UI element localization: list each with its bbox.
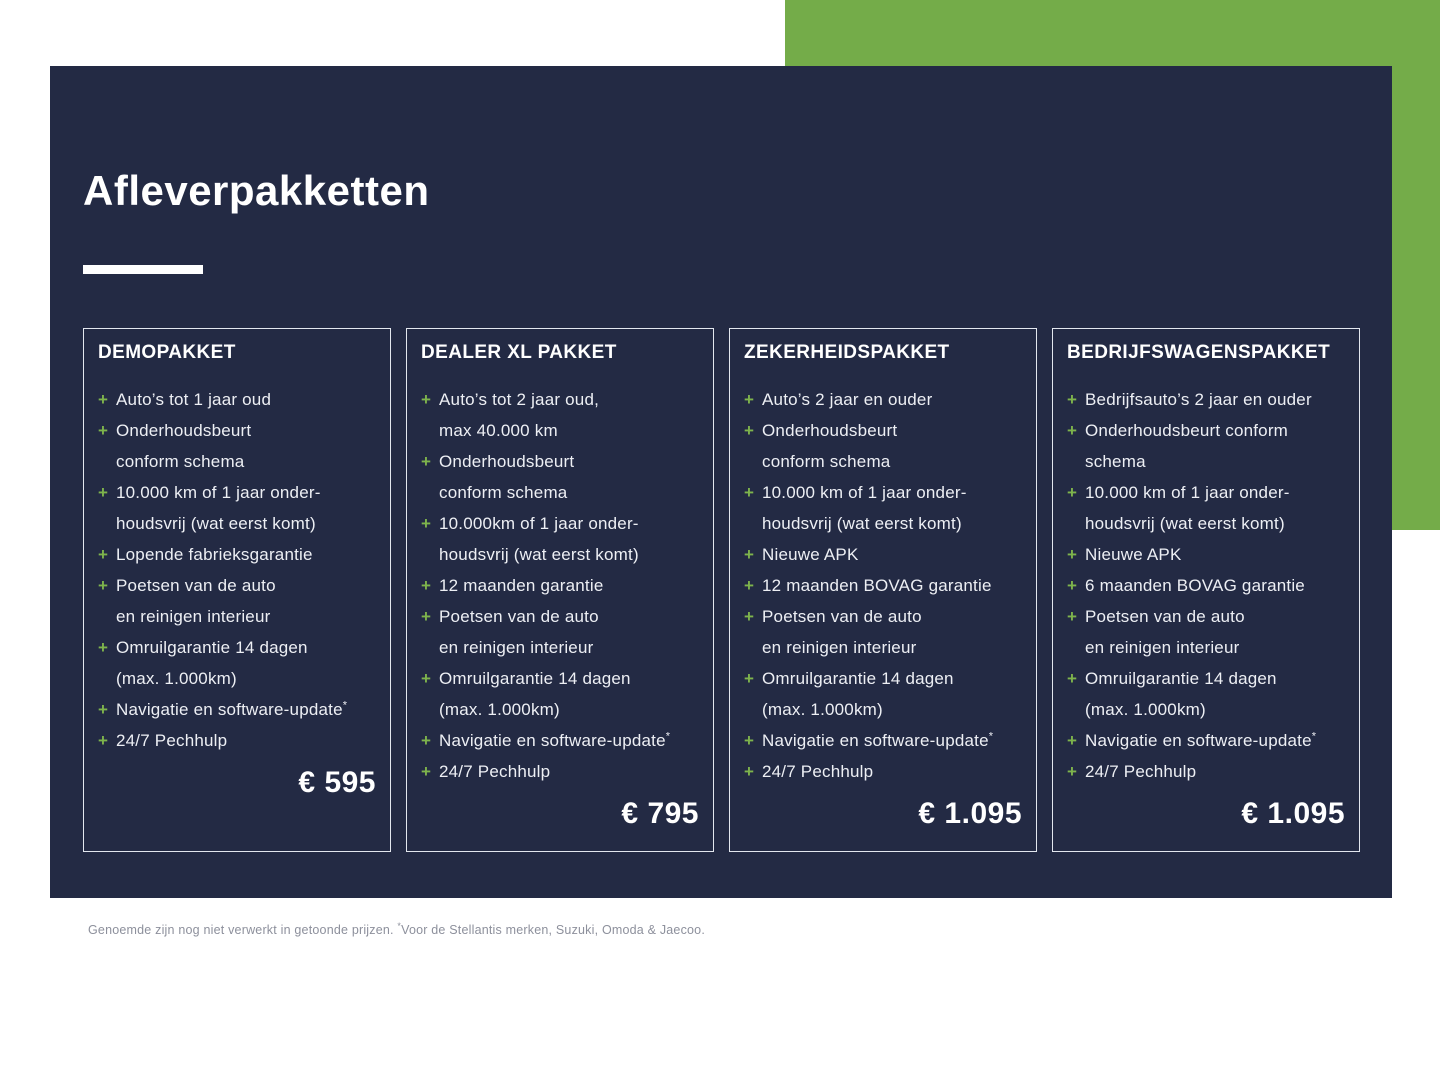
feature-line [116, 663, 376, 694]
feature-line-text: Lopende fabrieksgarantie [116, 544, 313, 564]
feature-line [439, 725, 699, 756]
feature-line [116, 539, 376, 570]
feature-line [1085, 446, 1345, 477]
feature-line [116, 725, 376, 756]
feature-item [1067, 663, 1345, 725]
footnote-marker: * [665, 730, 671, 743]
plus-icon: + [1067, 606, 1077, 626]
feature-line [762, 632, 1022, 663]
feature-item [98, 477, 376, 539]
feature-item [98, 539, 376, 570]
feature-line-text: Omruilgarantie 14 dagen [439, 668, 631, 688]
feature-line [1085, 477, 1345, 508]
feature-line [439, 415, 699, 446]
feature-line [762, 725, 1022, 756]
feature-line-text: Auto’s 2 jaar en ouder [762, 389, 933, 409]
feature-line-text: 24/7 Pechhulp [762, 761, 874, 781]
feature-line-text: Onderhoudsbeurt conform [1085, 420, 1289, 440]
plus-icon: + [421, 575, 431, 595]
feature-line-text: Omruilgarantie 14 dagen [116, 637, 308, 657]
feature-line-text: houdsvrij (wat eerst komt) [116, 513, 316, 533]
feature-line [439, 663, 699, 694]
feature-line [116, 384, 376, 415]
feature-item [98, 632, 376, 694]
feature-item [1067, 415, 1345, 477]
plus-icon: + [744, 389, 754, 409]
feature-line [116, 508, 376, 539]
feature-item [1067, 570, 1345, 601]
page-title: Afleverpakketten [83, 167, 430, 214]
feature-line-text: 10.000 km of 1 jaar onder- [762, 482, 967, 502]
footnote-marker: * [1311, 730, 1317, 743]
package-card [729, 328, 1037, 852]
feature-line [1085, 632, 1345, 663]
feature-line [439, 694, 699, 725]
feature-line-text: Auto’s tot 2 jaar oud, [439, 389, 600, 409]
footnote-marker: * [342, 699, 348, 712]
feature-line [762, 601, 1022, 632]
plus-icon: + [1067, 668, 1077, 688]
plus-icon: + [98, 389, 108, 409]
plus-icon: + [421, 730, 431, 750]
feature-line [1085, 663, 1345, 694]
feature-line-text: 10.000 km of 1 jaar onder- [1085, 482, 1290, 502]
footnote-text: Genoemde zijn nog niet verwerkt in getoonde prijzen. [88, 923, 398, 937]
feature-line [116, 632, 376, 663]
feature-line [762, 415, 1022, 446]
footnote-marker: * [988, 730, 994, 743]
feature-item [744, 477, 1022, 539]
plus-icon: + [98, 482, 108, 502]
feature-line-text: 24/7 Pechhulp [116, 730, 228, 750]
plus-icon: + [744, 482, 754, 502]
feature-line-text: Nieuwe APK [762, 544, 859, 564]
feature-line-text: 6 maanden BOVAG garantie [1085, 575, 1305, 595]
feature-line [762, 663, 1022, 694]
package-title: DEMOPAKKET [98, 342, 236, 363]
feature-line [762, 477, 1022, 508]
feature-line [762, 756, 1022, 787]
feature-line-text: 10.000 km of 1 jaar onder- [116, 482, 321, 502]
plus-icon: + [421, 389, 431, 409]
feature-line-text: 12 maanden BOVAG garantie [762, 575, 992, 595]
feature-line-text: Omruilgarantie 14 dagen [762, 668, 954, 688]
plus-icon: + [98, 637, 108, 657]
plus-icon: + [1067, 761, 1077, 781]
feature-line-text: conform schema [762, 451, 891, 471]
feature-line-text: Bedrijfsauto’s 2 jaar en ouder [1085, 389, 1312, 409]
package-card [83, 328, 391, 852]
feature-item [421, 508, 699, 570]
plus-icon: + [744, 606, 754, 626]
package-title: BEDRIJFSWAGENSPAKKET [1067, 342, 1331, 363]
feature-line-text: (max. 1.000km) [1085, 699, 1206, 719]
plus-icon: + [421, 513, 431, 533]
feature-line [1085, 725, 1345, 756]
feature-item [1067, 601, 1345, 663]
feature-item [1067, 725, 1345, 756]
package-title: DEALER XL PAKKET [421, 342, 617, 363]
plus-icon: + [98, 730, 108, 750]
feature-line-text: en reinigen interieur [1085, 637, 1240, 657]
feature-line-text: Poetsen van de auto [116, 575, 276, 595]
feature-line [439, 384, 699, 415]
feature-line [1085, 601, 1345, 632]
plus-icon: + [744, 420, 754, 440]
feature-item [98, 725, 376, 756]
feature-line [116, 570, 376, 601]
feature-line-text: Poetsen van de auto [439, 606, 599, 626]
title-underline [83, 265, 203, 274]
plus-icon: + [421, 761, 431, 781]
feature-item [98, 570, 376, 632]
feature-line-text: Navigatie en software-update [1085, 730, 1312, 750]
feature-item [421, 601, 699, 663]
plus-icon: + [98, 420, 108, 440]
feature-line-text: conform schema [116, 451, 245, 471]
package-card [406, 328, 714, 852]
feature-line-text: Onderhoudsbeurt [116, 420, 252, 440]
feature-line-text: en reinigen interieur [762, 637, 917, 657]
feature-line [762, 508, 1022, 539]
plus-icon: + [744, 761, 754, 781]
feature-line-text: Onderhoudsbeurt [762, 420, 898, 440]
feature-list [744, 384, 1022, 787]
plus-icon: + [1067, 575, 1077, 595]
feature-item [1067, 477, 1345, 539]
feature-item [1067, 756, 1345, 787]
feature-item [744, 415, 1022, 477]
content-panel [50, 66, 1392, 898]
plus-icon: + [744, 668, 754, 688]
feature-line [1085, 694, 1345, 725]
package-price: € 1.095 [1241, 796, 1345, 830]
feature-item [744, 601, 1022, 663]
plus-icon: + [744, 575, 754, 595]
feature-item [421, 570, 699, 601]
feature-item [744, 570, 1022, 601]
feature-line [762, 446, 1022, 477]
feature-line-text: (max. 1.000km) [439, 699, 560, 719]
feature-line [1085, 570, 1345, 601]
feature-line-text: houdsvrij (wat eerst komt) [1085, 513, 1285, 533]
feature-line-text: 24/7 Pechhulp [1085, 761, 1197, 781]
feature-line-text: Poetsen van de auto [762, 606, 922, 626]
plus-icon: + [744, 730, 754, 750]
feature-line [762, 570, 1022, 601]
plus-icon: + [1067, 482, 1077, 502]
feature-line [116, 446, 376, 477]
feature-item [744, 539, 1022, 570]
feature-list [98, 384, 376, 756]
feature-item [421, 384, 699, 446]
feature-line-text: en reinigen interieur [439, 637, 594, 657]
plus-icon: + [1067, 389, 1077, 409]
feature-item [98, 415, 376, 477]
feature-line [439, 477, 699, 508]
feature-item [421, 663, 699, 725]
package-card [1052, 328, 1360, 852]
feature-line-text: Navigatie en software-update [439, 730, 666, 750]
feature-line [1085, 384, 1345, 415]
feature-list [1067, 384, 1345, 787]
footnote [88, 920, 705, 937]
plus-icon: + [98, 575, 108, 595]
feature-item [98, 384, 376, 415]
feature-line [439, 601, 699, 632]
feature-item [421, 725, 699, 756]
feature-line-text: schema [1085, 451, 1146, 471]
feature-line-text: (max. 1.000km) [116, 668, 237, 688]
feature-line-text: Poetsen van de auto [1085, 606, 1245, 626]
package-price: € 595 [298, 765, 376, 799]
feature-line-text: houdsvrij (wat eerst komt) [762, 513, 962, 533]
feature-line-text: max 40.000 km [439, 420, 558, 440]
feature-line [439, 756, 699, 787]
feature-line [439, 632, 699, 663]
feature-line-text: Nieuwe APK [1085, 544, 1182, 564]
feature-line [116, 415, 376, 446]
feature-line [439, 508, 699, 539]
feature-item [1067, 539, 1345, 570]
feature-line [1085, 539, 1345, 570]
feature-line-text: houdsvrij (wat eerst komt) [439, 544, 639, 564]
feature-item [98, 694, 376, 725]
feature-item [421, 446, 699, 508]
feature-line [439, 539, 699, 570]
packages-row [83, 328, 1360, 852]
feature-item [421, 756, 699, 787]
feature-line-text: en reinigen interieur [116, 606, 271, 626]
plus-icon: + [98, 699, 108, 719]
feature-line-text: Navigatie en software-update [762, 730, 989, 750]
feature-line-text: 12 maanden garantie [439, 575, 604, 595]
feature-line [116, 601, 376, 632]
feature-list [421, 384, 699, 787]
feature-item [744, 725, 1022, 756]
feature-item [744, 756, 1022, 787]
plus-icon: + [421, 451, 431, 471]
plus-icon: + [421, 668, 431, 688]
feature-line-text: conform schema [439, 482, 568, 502]
feature-line [762, 384, 1022, 415]
package-price: € 795 [621, 796, 699, 830]
plus-icon: + [1067, 544, 1077, 564]
feature-line [439, 570, 699, 601]
feature-item [1067, 384, 1345, 415]
feature-line [1085, 508, 1345, 539]
feature-line-text: 24/7 Pechhulp [439, 761, 551, 781]
plus-icon: + [98, 544, 108, 564]
feature-line [439, 446, 699, 477]
feature-line [762, 539, 1022, 570]
feature-line-text: (max. 1.000km) [762, 699, 883, 719]
plus-icon: + [1067, 730, 1077, 750]
plus-icon: + [744, 544, 754, 564]
plus-icon: + [1067, 420, 1077, 440]
feature-item [744, 384, 1022, 415]
feature-line-text: Omruilgarantie 14 dagen [1085, 668, 1277, 688]
footnote-text-2: Voor de Stellantis merken, Suzuki, Omoda & Jaecoo. [401, 923, 705, 937]
package-title: ZEKERHEIDSPAKKET [744, 342, 950, 363]
feature-line [762, 694, 1022, 725]
feature-line [1085, 756, 1345, 787]
feature-line [116, 477, 376, 508]
footnote-marker: * [397, 920, 402, 931]
feature-line [116, 694, 376, 725]
plus-icon: + [421, 606, 431, 626]
feature-line-text: 10.000km of 1 jaar onder- [439, 513, 639, 533]
feature-line-text: Auto’s tot 1 jaar oud [116, 389, 272, 409]
package-price: € 1.095 [918, 796, 1022, 830]
feature-item [744, 663, 1022, 725]
feature-line [1085, 415, 1345, 446]
feature-line-text: Navigatie en software-update [116, 699, 343, 719]
feature-line-text: Onderhoudsbeurt [439, 451, 575, 471]
